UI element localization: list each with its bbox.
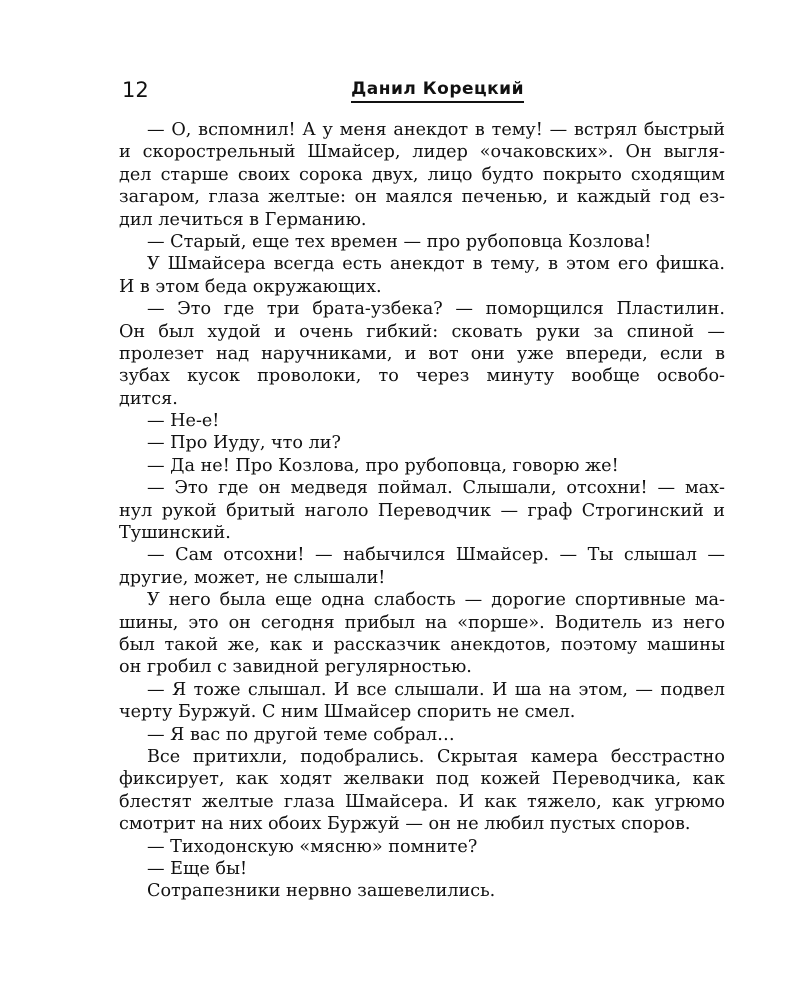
text-line: был такой же, как и рассказчик анекдотов, поэтому машины [119,634,725,655]
text-line: Сотрапезники нервно зашевелились. [147,881,496,902]
text-line: — Сам отсохни! — набычился Шмайсер. — Ты слышал — [147,545,725,566]
text-line: загаром, глаза желтые: он маялся печенью, и каждый год ез- [119,187,725,208]
text-line: У Шмайсера всегда есть анекдот в тему, в этом его фишка. [147,254,725,275]
text-line: У него была еще одна слабость — дорогие спортивные ма- [147,590,725,611]
body-text [119,119,725,903]
text-line: Он был худой и очень гибкий: сковать руки за спиной — [119,321,725,342]
text-line: фиксирует, как ходят желваки под кожей Переводчика, как [119,769,725,790]
text-line: другие, может, не слышали! [119,567,386,588]
text-line: — Старый, еще тех времен — про рубоповца Козлова! [147,231,652,252]
text-line: — Еще бы! [147,858,248,879]
text-line: — Не-е! [147,411,220,432]
page-header [122,78,524,102]
text-line: — Это где три брата-узбека? — поморщился Пластилин. [147,299,725,320]
text-line: — Я тоже слышал. И все слышали. И ша на этом, — подвел [147,679,725,700]
text-line: — Тиходонскую «мясню» помните? [147,836,478,857]
text-line: Тушинский. [119,523,231,544]
text-line: Все притихли, подобрались. Скрытая камера бесстрастно [147,746,725,767]
text-line: нул рукой бритый наголо Переводчик — граф Строгинский и [119,500,725,521]
text-line: — Это где он медведя поймал. Слышали, отсохни! — мах- [147,478,725,499]
text-line: он гробил с завидной регулярностью. [119,657,472,678]
page-number: 12 [122,78,149,102]
text-line: пролезет над наручниками, и вот они уже впереди, если в [119,343,725,364]
text-line: смотрит на них обоих Буржуй — он не любил пустых споров. [119,814,691,835]
text-line: и скорострельный Шмайсер, лидер «очаковских». Он выгля- [119,142,725,163]
text-line: — Я вас по другой теме собрал… [147,724,455,745]
text-line: — О, вспомнил! А у меня анекдот в тему! — встрял быстрый [147,120,725,140]
text-line: шины, это он сегодня прибыл на «порше». Водитель из него [119,612,725,633]
text-line: дил лечиться в Германию. [119,209,367,230]
text-line: черту Буржуй. С ним Шмайсер спорить не смел. [119,702,576,723]
text-line: дится. [119,388,178,409]
text-line: И в этом беда окружающих. [119,276,382,297]
text-line: блестят желтые глаза Шмайсера. И как тяжело, как угрюмо [119,791,725,812]
text-line: дел старше своих сорока двух, лицо будто покрыто сходящим [119,164,725,185]
text-line: — Да не! Про Козлова, про рубоповца, говорю же! [147,455,619,476]
running-head-author: Данил Корецкий [351,78,524,103]
text-line: зубах кусок проволоки, то через минуту вообще освобо- [119,366,725,387]
text-line: — Про Иуду, что ли? [147,433,341,454]
